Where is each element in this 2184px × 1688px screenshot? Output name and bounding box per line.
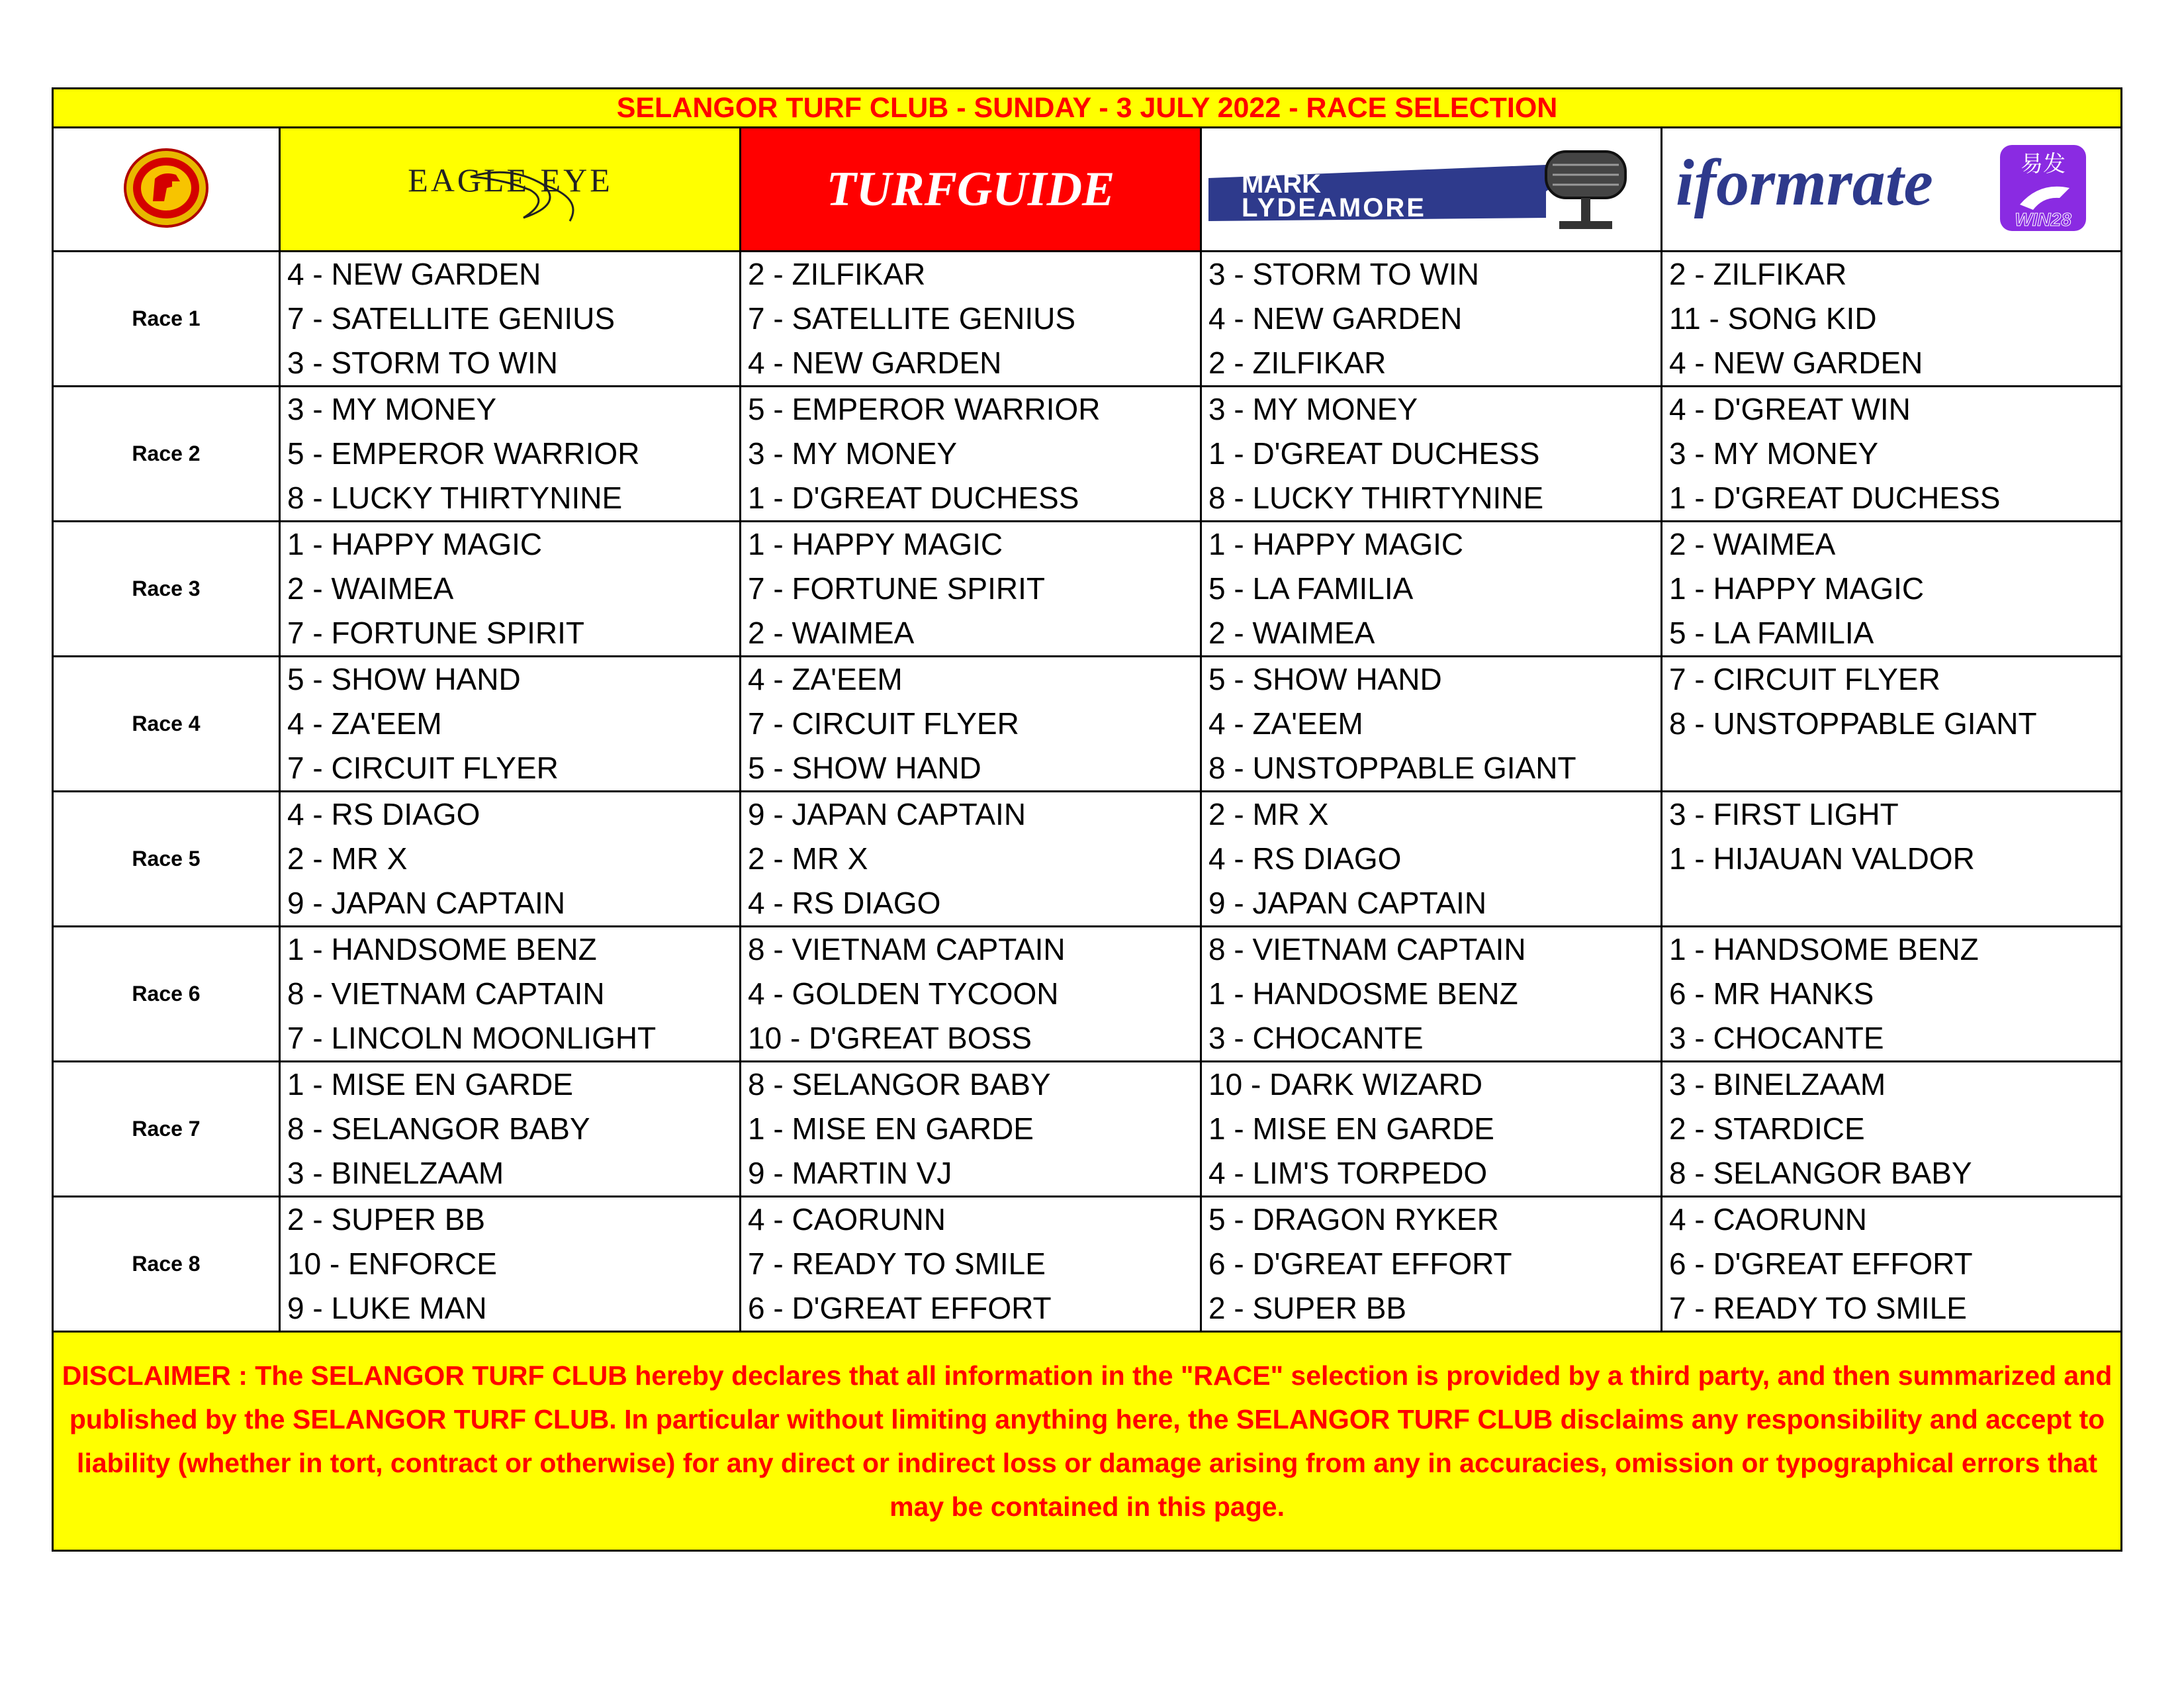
horse-pick: 8 - VIETNAM CAPTAIN <box>748 932 1066 966</box>
horse-pick: 8 - LUCKY THIRTYNINE <box>1208 481 1544 515</box>
selection-cell <box>1662 1062 2122 1197</box>
selection-cell <box>741 927 1201 1062</box>
selection-cell <box>1662 657 2122 792</box>
horse-pick: 11 - SONG KID <box>1669 301 1877 336</box>
selection-cell <box>741 387 1201 522</box>
horse-pick: 7 - READY TO SMILE <box>748 1246 1046 1281</box>
horse-pick: 4 - NEW GARDEN <box>287 257 541 291</box>
horse-pick: 1 - HIJAUAN VALDOR <box>1669 841 1975 876</box>
horse-pick: 5 - EMPEROR WARRIOR <box>748 392 1101 426</box>
horse-pick: 9 - JAPAN CAPTAIN <box>287 886 566 920</box>
selection-cell <box>741 1062 1201 1197</box>
horse-pick: 3 - STORM TO WIN <box>287 346 558 380</box>
horse-pick: 5 - LA FAMILIA <box>1208 571 1414 606</box>
race-label: Race 6 <box>53 927 280 1062</box>
horse-pick: 10 - DARK WIZARD <box>1208 1067 1483 1102</box>
horse-pick: 9 - JAPAN CAPTAIN <box>748 797 1026 831</box>
horse-pick: 6 - D'GREAT EFFORT <box>748 1291 1052 1325</box>
microphone-icon <box>1546 152 1625 229</box>
horse-pick: 1 - D'GREAT DUCHESS <box>748 481 1079 515</box>
selection-cell <box>1201 522 1662 657</box>
horse-pick: 9 - LUKE MAN <box>287 1291 487 1325</box>
horse-pick: 4 - LIM'S TORPEDO <box>1208 1156 1488 1190</box>
race-label: Race 2 <box>53 387 280 522</box>
horse-pick: 1 - HAPPY MAGIC <box>1669 571 1925 606</box>
iform-win-text: WIN28 <box>2015 209 2071 230</box>
selection-cell <box>1201 1062 1662 1197</box>
horse-pick: 10 - ENFORCE <box>287 1246 497 1281</box>
iformrate-wordmark: iformrate <box>1676 145 1933 219</box>
horse-pick: 4 - RS DIAGO <box>287 797 480 831</box>
horse-pick: 5 - SHOW HAND <box>1208 662 1442 696</box>
selection-cell <box>280 522 741 657</box>
horse-pick: 3 - BINELZAAM <box>287 1156 504 1190</box>
mark-lydeamore-icon <box>1202 138 1652 238</box>
horse-pick: 3 - CHOCANTE <box>1669 1021 1884 1055</box>
race-row <box>53 252 2122 387</box>
selection-cell <box>741 792 1201 927</box>
horse-pick: 4 - NEW GARDEN <box>1669 346 1923 380</box>
selection-cell <box>280 252 741 387</box>
horse-pick: 5 - DRAGON RYKER <box>1208 1202 1499 1237</box>
selection-cell <box>1662 792 2122 927</box>
horse-pick: 1 - HAPPY MAGIC <box>1208 527 1464 561</box>
horse-pick: 5 - EMPEROR WARRIOR <box>287 436 640 471</box>
race-label: Race 4 <box>53 657 280 792</box>
selection-cell <box>741 1197 1201 1332</box>
horse-pick: 4 - NEW GARDEN <box>1208 301 1463 336</box>
horse-pick: 8 - LUCKY THIRTYNINE <box>287 481 623 515</box>
eagle-eye-logo <box>280 128 741 252</box>
selection-cell <box>1201 927 1662 1062</box>
race-selection-table <box>52 87 2122 1552</box>
selection-cell <box>741 657 1201 792</box>
race-row <box>53 792 2122 927</box>
horse-pick: 3 - MY MONEY <box>287 392 497 426</box>
selection-cell <box>280 792 741 927</box>
tipster-logo-row <box>53 128 2122 252</box>
horse-pick: 3 - BINELZAAM <box>1669 1067 1886 1102</box>
horse-pick: 2 - MR X <box>1208 797 1329 831</box>
horse-pick: 1 - HANDSOME BENZ <box>287 932 597 966</box>
selection-cell <box>1662 252 2122 387</box>
selection-cell <box>1662 1197 2122 1332</box>
race-row <box>53 657 2122 792</box>
horse-pick: 8 - SELANGOR BABY <box>287 1111 590 1146</box>
horse-pick: 4 - GOLDEN TYCOON <box>748 976 1059 1011</box>
horse-pick: 9 - MARTIN VJ <box>748 1156 952 1190</box>
horse-pick: 5 - SHOW HAND <box>748 751 981 785</box>
horse-pick: 1 - MISE EN GARDE <box>1208 1111 1494 1146</box>
horse-pick: 7 - CIRCUIT FLYER <box>287 751 559 785</box>
selection-cell <box>280 1197 741 1332</box>
horse-pick: 9 - JAPAN CAPTAIN <box>1208 886 1487 920</box>
horse-pick <box>1669 746 2120 790</box>
horse-pick: 4 - ZA'EEM <box>748 662 903 696</box>
horse-pick: 4 - ZA'EEM <box>1208 706 1363 741</box>
selection-cell <box>1662 387 2122 522</box>
horse-pick: 4 - NEW GARDEN <box>748 346 1002 380</box>
horse-pick: 7 - LINCOLN MOONLIGHT <box>287 1021 657 1055</box>
mark-line1-text: MARK <box>1242 169 1321 199</box>
iform-chinese-text: 易发 <box>2021 150 2066 177</box>
horse-pick: 2 - ZILFIKAR <box>1208 346 1387 380</box>
horse-pick: 2 - WAIMEA <box>287 571 454 606</box>
horse-pick: 4 - CAORUNN <box>748 1202 946 1237</box>
horse-pick: 10 - D'GREAT BOSS <box>748 1021 1032 1055</box>
horse-pick: 8 - VIETNAM CAPTAIN <box>1208 932 1526 966</box>
stc-emblem-icon <box>123 147 209 229</box>
horse-pick: 1 - D'GREAT DUCHESS <box>1208 436 1540 471</box>
selection-cell <box>280 1062 741 1197</box>
horse-pick: 1 - HAPPY MAGIC <box>748 527 1003 561</box>
horse-pick: 3 - STORM TO WIN <box>1208 257 1479 291</box>
selection-cell <box>1201 252 1662 387</box>
race-rows <box>53 252 2122 1332</box>
horse-pick: 7 - READY TO SMILE <box>1669 1291 1967 1325</box>
horse-pick: 8 - SELANGOR BABY <box>748 1067 1051 1102</box>
horse-pick: 7 - SATELLITE GENIUS <box>287 301 615 336</box>
horse-pick: 3 - FIRST LIGHT <box>1669 797 1899 831</box>
horse-pick: 1 - D'GREAT DUCHESS <box>1669 481 2001 515</box>
horse-pick: 7 - CIRCUIT FLYER <box>748 706 1019 741</box>
horse-pick: 4 - ZA'EEM <box>287 706 442 741</box>
mark-line2-text: LYDEAMORE <box>1242 193 1426 222</box>
race-row <box>53 387 2122 522</box>
turfguide-logo: TURFGUIDE <box>741 128 1201 252</box>
selangor-turf-club-logo <box>53 128 280 252</box>
horse-pick: 4 - CAORUNN <box>1669 1202 1868 1237</box>
eagle-eye-icon <box>345 138 676 238</box>
page-title: SELANGOR TURF CLUB - SUNDAY - 3 JULY 2022 - RACE SELECTION <box>53 89 2122 128</box>
horse-pick: 2 - MR X <box>748 841 868 876</box>
race-label: Race 1 <box>53 252 280 387</box>
selection-cell <box>1201 792 1662 927</box>
selection-cell <box>741 252 1201 387</box>
horse-pick: 1 - HANDOSME BENZ <box>1208 976 1518 1011</box>
horse-pick: 2 - ZILFIKAR <box>748 257 926 291</box>
race-row <box>53 1197 2122 1332</box>
horse-pick: 8 - SELANGOR BABY <box>1669 1156 1972 1190</box>
horse-pick <box>1669 881 2120 925</box>
selection-cell <box>280 657 741 792</box>
race-label: Race 7 <box>53 1062 280 1197</box>
horse-pick: 1 - HAPPY MAGIC <box>287 527 543 561</box>
race-label: Race 5 <box>53 792 280 927</box>
race-row <box>53 522 2122 657</box>
disclaimer: DISCLAIMER : The SELANGOR TURF CLUB hereby declares that all information in the "RACE" selection is provided by a third party, and then summarized and published by the SELANGOR TURF CLUB. In particular without limiting anything here, the SELANGOR TURF CLUB disclaims any responsibility and accept to liability (whether in tort, contract or otherwise) for any direct or indirect loss or damage arising from any in accuracies, omission or typographical errors that may be contained in this page. <box>53 1332 2122 1551</box>
horse-pick: 7 - CIRCUIT FLYER <box>1669 662 1940 696</box>
mark-lydeamore-logo <box>1201 128 1662 252</box>
horse-pick: 8 - UNSTOPPABLE GIANT <box>1669 706 2037 741</box>
race-row <box>53 1062 2122 1197</box>
horse-pick: 1 - HANDSOME BENZ <box>1669 932 1979 966</box>
horse-pick: 7 - SATELLITE GENIUS <box>748 301 1076 336</box>
horse-pick: 8 - UNSTOPPABLE GIANT <box>1208 751 1576 785</box>
eagle-eye-wordmark: EAGLE EYE <box>407 161 613 199</box>
selection-cell <box>280 927 741 1062</box>
horse-pick: 3 - MY MONEY <box>748 436 958 471</box>
horse-pick: 2 - WAIMEA <box>748 616 915 650</box>
horse-pick: 4 - RS DIAGO <box>1208 841 1402 876</box>
horse-pick: 2 - SUPER BB <box>287 1202 486 1237</box>
horse-pick: 7 - FORTUNE SPIRIT <box>748 571 1045 606</box>
race-label: Race 8 <box>53 1197 280 1332</box>
horse-pick: 2 - SUPER BB <box>1208 1291 1407 1325</box>
horse-pick: 6 - MR HANKS <box>1669 976 1874 1011</box>
horse-pick: 6 - D'GREAT EFFORT <box>1669 1246 1973 1281</box>
race-label: Race 3 <box>53 522 280 657</box>
horse-pick: 2 - ZILFIKAR <box>1669 257 1847 291</box>
selection-cell <box>280 387 741 522</box>
selection-cell <box>1662 522 2122 657</box>
horse-pick: 3 - MY MONEY <box>1208 392 1418 426</box>
horse-pick: 2 - WAIMEA <box>1669 527 1836 561</box>
selection-cell <box>1201 657 1662 792</box>
horse-pick: 3 - MY MONEY <box>1669 436 1879 471</box>
iformrate-icon <box>1662 132 2113 244</box>
horse-pick: 7 - FORTUNE SPIRIT <box>287 616 584 650</box>
race-row <box>53 927 2122 1062</box>
selection-cell <box>741 522 1201 657</box>
horse-pick: 5 - LA FAMILIA <box>1669 616 1874 650</box>
horse-pick: 2 - WAIMEA <box>1208 616 1375 650</box>
horse-pick: 1 - MISE EN GARDE <box>748 1111 1034 1146</box>
selection-cell <box>1662 927 2122 1062</box>
horse-pick: 4 - RS DIAGO <box>748 886 941 920</box>
horse-pick: 2 - STARDICE <box>1669 1111 1865 1146</box>
selection-cell <box>1201 387 1662 522</box>
selection-cell <box>1201 1197 1662 1332</box>
horse-pick: 1 - MISE EN GARDE <box>287 1067 573 1102</box>
horse-pick: 4 - D'GREAT WIN <box>1669 392 1911 426</box>
horse-pick: 5 - SHOW HAND <box>287 662 521 696</box>
horse-pick: 3 - CHOCANTE <box>1208 1021 1424 1055</box>
horse-pick: 6 - D'GREAT EFFORT <box>1208 1246 1512 1281</box>
horse-pick: 2 - MR X <box>287 841 408 876</box>
iformrate-logo <box>1662 128 2122 252</box>
horse-pick: 8 - VIETNAM CAPTAIN <box>287 976 605 1011</box>
